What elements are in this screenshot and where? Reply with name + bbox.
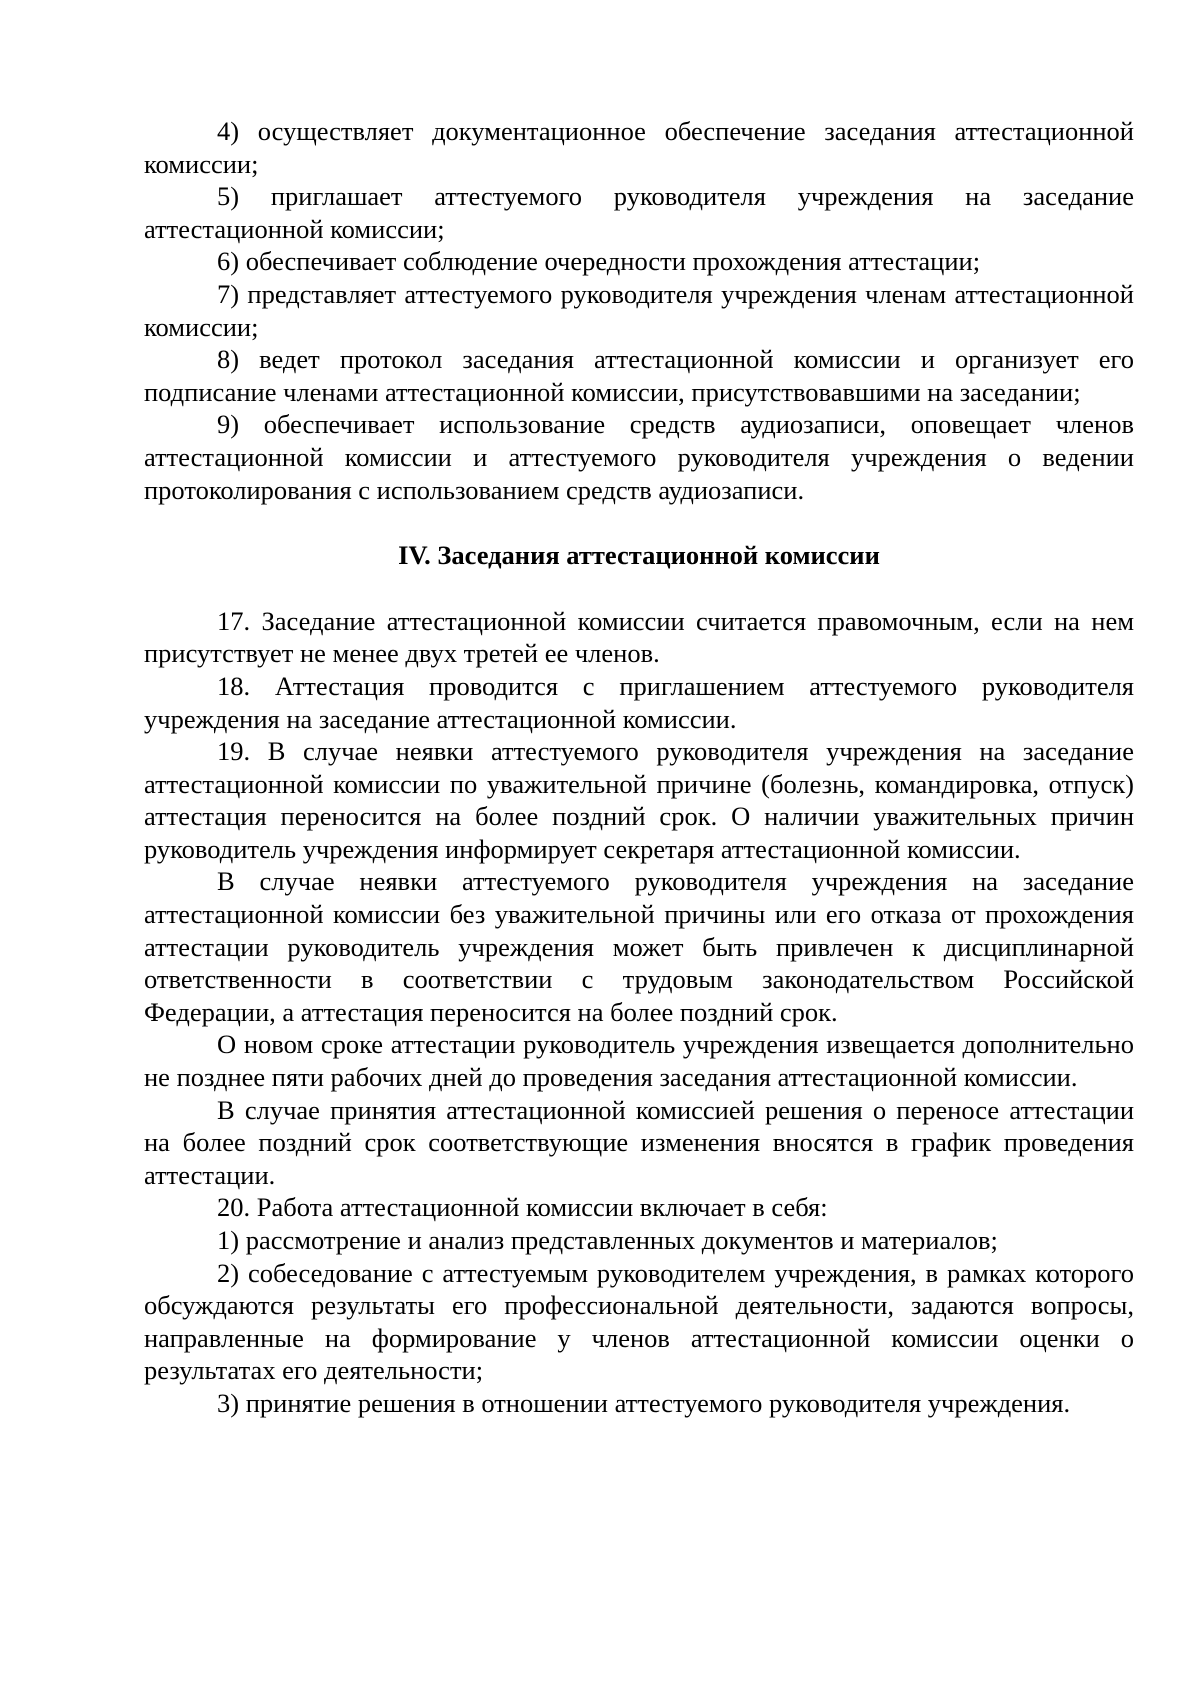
paragraph-20: 20. Работа аттестационной комиссии включает в себя: [217,1192,828,1223]
list-item-7: 7) представляет аттестуемого руководителя учреждения членам аттестационной комиссии; [144,278,1134,342]
list-item-5: 5) приглашает аттестуемого руководителя учреждения на заседание аттестационной комиссии; [144,181,1134,244]
list-item-4: 4) осуществляет документационное обеспечение заседания аттестационной комиссии; [144,116,1134,179]
paragraph-20-item-1: 1) рассмотрение и анализ представленных документов и материалов; [217,1225,998,1255]
section-heading: IV. Заседания аттестационной комиссии [398,540,880,571]
list-item-6: 6) обеспечивает соблюдение очередности прохождения аттестации; [217,246,981,277]
list-item-8: 8) ведет протокол заседания аттестационной комиссии и организует его подписание членами аттестационной комиссии, присутствовавшими на заседании; [144,344,1134,407]
paragraph-19-schedule-change: В случае принятия аттестационной комиссией решения о переносе аттестации на более поздний срок соответствующие изменения вносятся в график проведения аттестации. [144,1094,1134,1190]
paragraph-19: 19. В случае неявки аттестуемого руководителя учреждения на заседание аттестационной комиссии по уважительной причине (болезнь, командировка, отпуск) аттестация переносится на более поздний срок. О наличии уважительных причин руководитель учреждения информирует секретаря аттестационной комиссии. [144,736,1134,864]
paragraph-19-absence-without-reason: В случае неявки аттестуемого руководителя учреждения на заседание аттестационной комиссии без уважительной причины или его отказа от прохождения аттестации руководитель учреждения может быть привлечен к дисциплинарной ответственности в соответствии с трудовым законодательством Российской Федерации, а аттестация переносится на более поздний срок. [144,866,1134,1027]
list-item-9: 9) обеспечивает использование средств аудиозаписи, оповещает членов аттестационной комиссии и аттестуемого руководителя учреждения о ведении протоколирования с использованием средств аудиозаписи. [144,409,1134,505]
paragraph-19-new-date-notice: О новом сроке аттестации руководитель учреждения извещается дополнительно не позднее пяти рабочих дней до проведения заседания аттестационной комиссии. [144,1029,1134,1093]
paragraph-17: 17. Заседание аттестационной комиссии считается правомочным, если на нем присутствует не менее двух третей ее членов. [144,605,1134,669]
document-body [144,115,1134,1420]
paragraph-20-item-2: 2) собеседование с аттестуемым руководителем учреждения, в рамках которого обсуждаются результаты его профессиональной деятельности, задаются вопросы, направленные на формирование у членов аттестационной комиссии оценки о результатах его деятельности; [144,1257,1134,1386]
paragraph-18: 18. Аттестация проводится с приглашением аттестуемого руководителя учреждения на заседание аттестационной комиссии. [144,670,1134,734]
paragraph-20-item-3: 3) принятие решения в отношении аттестуемого руководителя учреждения. [217,1387,1071,1418]
